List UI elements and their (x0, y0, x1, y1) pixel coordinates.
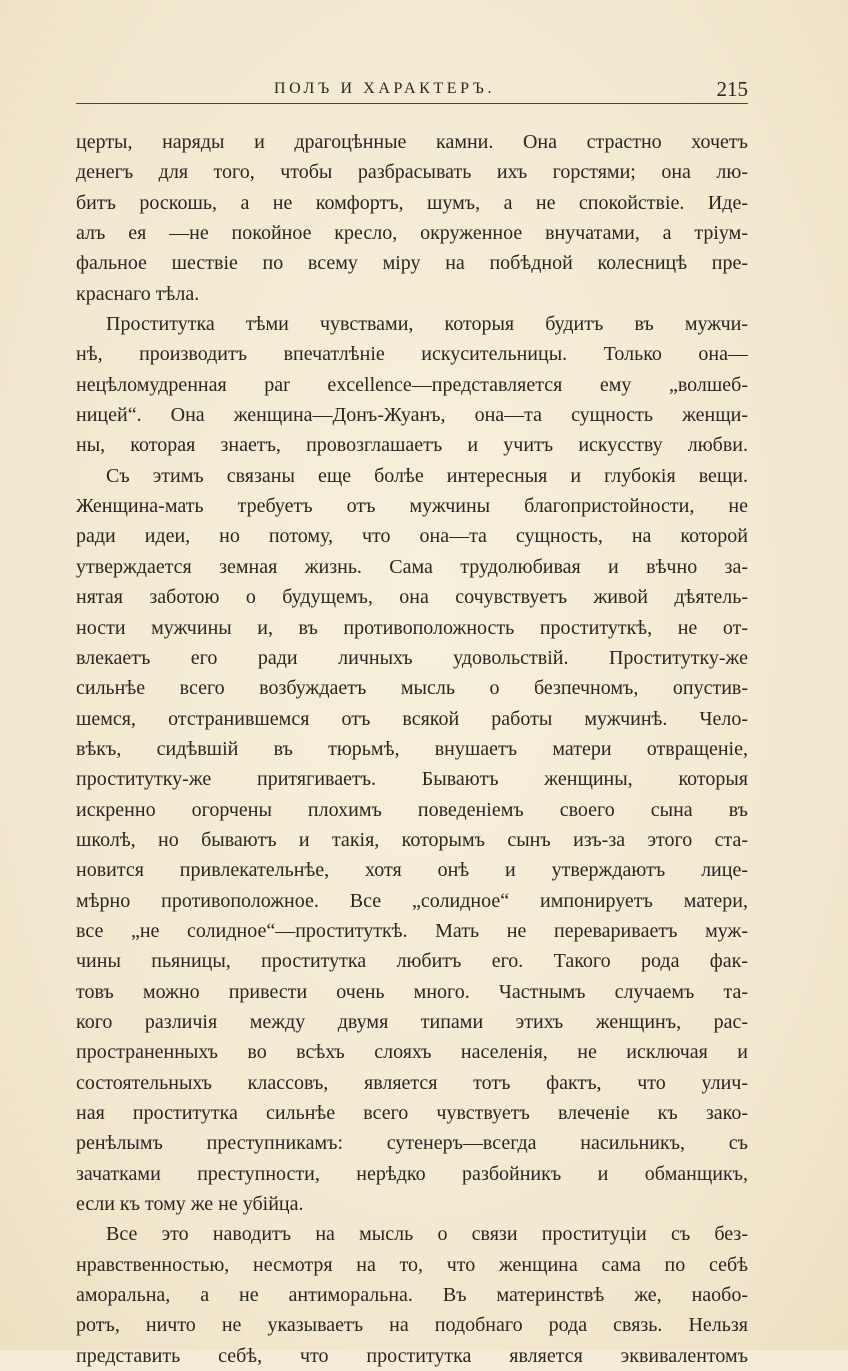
text-line: Женщина-мать требуетъ отъ мужчины благопристойности, не (76, 495, 748, 518)
text-line: пространенныхъ во всѣхъ слояхъ населенія, не исключая и (76, 1041, 748, 1064)
text-line: Съ этимъ связаны еще болѣе интересныя и глубокія вещи. (106, 464, 748, 487)
text-line: алъ ея —не покойное кресло, окруженное внучатами, а тріум- (76, 222, 748, 245)
text-line: все „не солидное“—проституткѣ. Мать не переваривaетъ муж- (76, 919, 748, 942)
text-line: состоятельныхъ классовъ, является тотъ фактъ, что улич- (76, 1071, 748, 1094)
page-header (76, 76, 748, 102)
text-line: ницей“. Она женщина—Донъ-Жуанъ, она—та сущность женщи- (76, 404, 748, 427)
text-line: Проститутка тѣми чувствами, которыя будитъ въ мужчи- (106, 313, 748, 336)
text-line: товъ можно привести очень много. Частнымъ случаемъ та- (76, 980, 748, 1003)
body-text (76, 127, 748, 1371)
text-line: влекаетъ его ради личныхъ удовольствій. Проститутку-же (76, 646, 748, 669)
page-number: 215 (716, 77, 748, 101)
text-line: вѣкъ, сидѣвшій въ тюрьмѣ, внушаетъ матери отвращеніе, (76, 737, 748, 760)
running-title: ПОЛЪ И ХАРАКТЕРЪ. (274, 80, 496, 97)
text-line: школѣ, но бываютъ и такія, которымъ сынъ изъ-за этого ста- (76, 828, 748, 851)
text-line: ротъ, ничто не указываетъ на подобнаго рода связь. Нельзя (76, 1314, 748, 1337)
text-line: нецѣломудренная par excellence—представляется ему „волшеб- (76, 373, 748, 396)
text-line: нѣ, производитъ впечатлѣніе искусительницы. Только она— (76, 343, 748, 366)
text-line: битъ роскошь, а не комфортъ, шумъ, а не спокойствіе. Иде- (76, 191, 748, 214)
text-line: денегъ для того, чтобы разбрасывать ихъ горстями; она лю- (76, 161, 748, 184)
text-line: проститутку-же притягиваетъ. Бываютъ женщины, которыя (76, 768, 748, 791)
text-line: шемся, отстранившемся отъ всякой работы мужчинѣ. Чело- (76, 707, 748, 730)
text-line: ности мужчины и, въ противоположность проституткѣ, не от- (76, 616, 748, 639)
text-line: сильнѣе всего возбуждаетъ мысль о безпечномъ, опустив- (76, 677, 748, 700)
header-rule (76, 103, 748, 104)
text-line: церты, наряды и драгоцѣнные камни. Она страстно хочетъ (76, 131, 748, 153)
text-line: нравственностью, несмотря на то, что женщина сама по себѣ (76, 1253, 748, 1276)
text-line: новится привлекательнѣе, хотя онѣ и утверждаютъ лице- (76, 859, 748, 882)
text-line: если къ тому же не убійца. (76, 1193, 304, 1216)
text-line: фальное шествіе по всему міру на побѣдной колесницѣ пре- (76, 252, 748, 275)
text-line: нятая заботою о будущемъ, она сочувствуетъ живой дѣятель- (76, 586, 748, 609)
text-line: кого различія между двумя типами этихъ женщинъ, рас- (76, 1010, 748, 1033)
text-line: чины пьяницы, проститутка любитъ его. Такого рода фак- (76, 950, 748, 973)
text-line: представить себѣ, что проститутка является эквивалентомъ (76, 1344, 748, 1367)
text-line: аморальна, а не антиморальна. Въ материнствѣ же, наобо- (76, 1284, 748, 1307)
text-line: Все это наводитъ на мысль о связи проституціи съ без- (106, 1223, 748, 1246)
text-line: ренѣлымъ преступникамъ: сутенеръ—всегда насильникъ, съ (76, 1132, 748, 1155)
text-line: ная проститутка сильнѣе всего чувствуетъ влеченіе къ зако- (76, 1102, 748, 1124)
text-line: искренно огорчены плохимъ поведеніемъ своего сына въ (76, 798, 748, 821)
text-line: мѣрно противоположное. Все „солидное“ импонируетъ матери, (76, 889, 748, 912)
text-line: краснаго тѣла. (76, 282, 200, 305)
text-line: зачатками преступности, нерѣдко разбойникъ и обманщикъ, (76, 1162, 748, 1185)
text-line: утверждается земная жизнь. Сама трудолюбивая и вѣчно за- (76, 555, 748, 578)
text-line: ради идеи, но потому, что она—та сущность, на которой (76, 525, 748, 548)
text-line: ны, которая знаетъ, провозглашаетъ и учитъ искусству любви. (76, 434, 748, 457)
